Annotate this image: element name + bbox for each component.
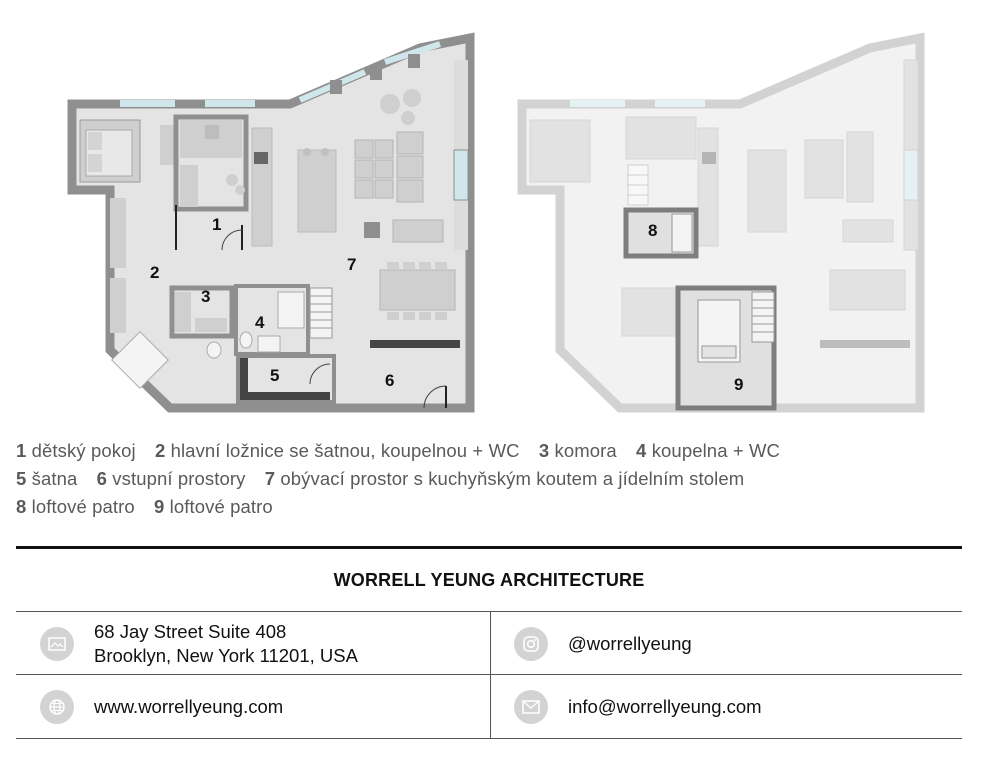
room-number-1: 1 bbox=[212, 215, 222, 234]
lower-level-plan bbox=[72, 38, 470, 408]
room-number-2: 2 bbox=[150, 263, 160, 282]
legend-item-1: 1 dětský pokoj bbox=[16, 440, 136, 461]
address-line-2: Brooklyn, New York 11201, USA bbox=[94, 645, 358, 666]
room-number-5: 5 bbox=[270, 366, 280, 385]
legend-line-1 bbox=[16, 440, 976, 462]
globe-icon bbox=[40, 690, 74, 724]
table-rule-vertical bbox=[490, 612, 491, 738]
divider-heavy bbox=[16, 546, 962, 549]
table-rule-top bbox=[16, 611, 962, 612]
address-line-1: 68 Jay Street Suite 408 bbox=[94, 621, 287, 642]
room-number-6: 6 bbox=[385, 371, 395, 390]
legend-item-6: 6 vstupní prostory bbox=[96, 468, 246, 489]
room-number-8: 8 bbox=[648, 221, 658, 240]
legend-line-3 bbox=[16, 496, 976, 518]
legend-item-5: 5 šatna bbox=[16, 468, 78, 489]
website-link[interactable]: www.worrellyeung.com bbox=[94, 696, 284, 717]
table-rule-middle bbox=[16, 674, 962, 675]
legend-item-8: 8 loftové patro bbox=[16, 496, 135, 517]
room-number-7: 7 bbox=[347, 255, 357, 274]
loft-level-plan bbox=[522, 38, 920, 408]
legend-line-2 bbox=[16, 468, 976, 490]
legend-item-2: 2 hlavní ložnice se šatnou, koupelnou + WC bbox=[154, 440, 520, 461]
room-number-9: 9 bbox=[734, 375, 744, 394]
room-number-3: 3 bbox=[201, 287, 211, 306]
map-icon bbox=[40, 627, 74, 661]
instagram-cell[interactable] bbox=[514, 616, 692, 672]
firm-name: WORRELL YEUNG ARCHITECTURE bbox=[333, 570, 645, 590]
legend-item-4: 4 koupelna + WC bbox=[636, 440, 780, 461]
legend-item-3: 3 komora bbox=[538, 440, 617, 461]
instagram-icon bbox=[514, 627, 548, 661]
room-number-4: 4 bbox=[255, 313, 265, 332]
address-cell bbox=[40, 616, 358, 672]
email-link[interactable]: info@worrellyeung.com bbox=[568, 696, 762, 717]
mail-icon bbox=[514, 690, 548, 724]
legend-item-7: 7 obývací prostor s kuchyňským koutem a jídelním stolem bbox=[264, 468, 745, 489]
website-cell[interactable] bbox=[40, 679, 283, 735]
instagram-handle[interactable]: @worrellyeung bbox=[568, 633, 692, 654]
legend-item-9: 9 loftové patro bbox=[154, 496, 273, 517]
table-rule-bottom bbox=[16, 738, 962, 739]
email-cell[interactable] bbox=[514, 679, 762, 735]
